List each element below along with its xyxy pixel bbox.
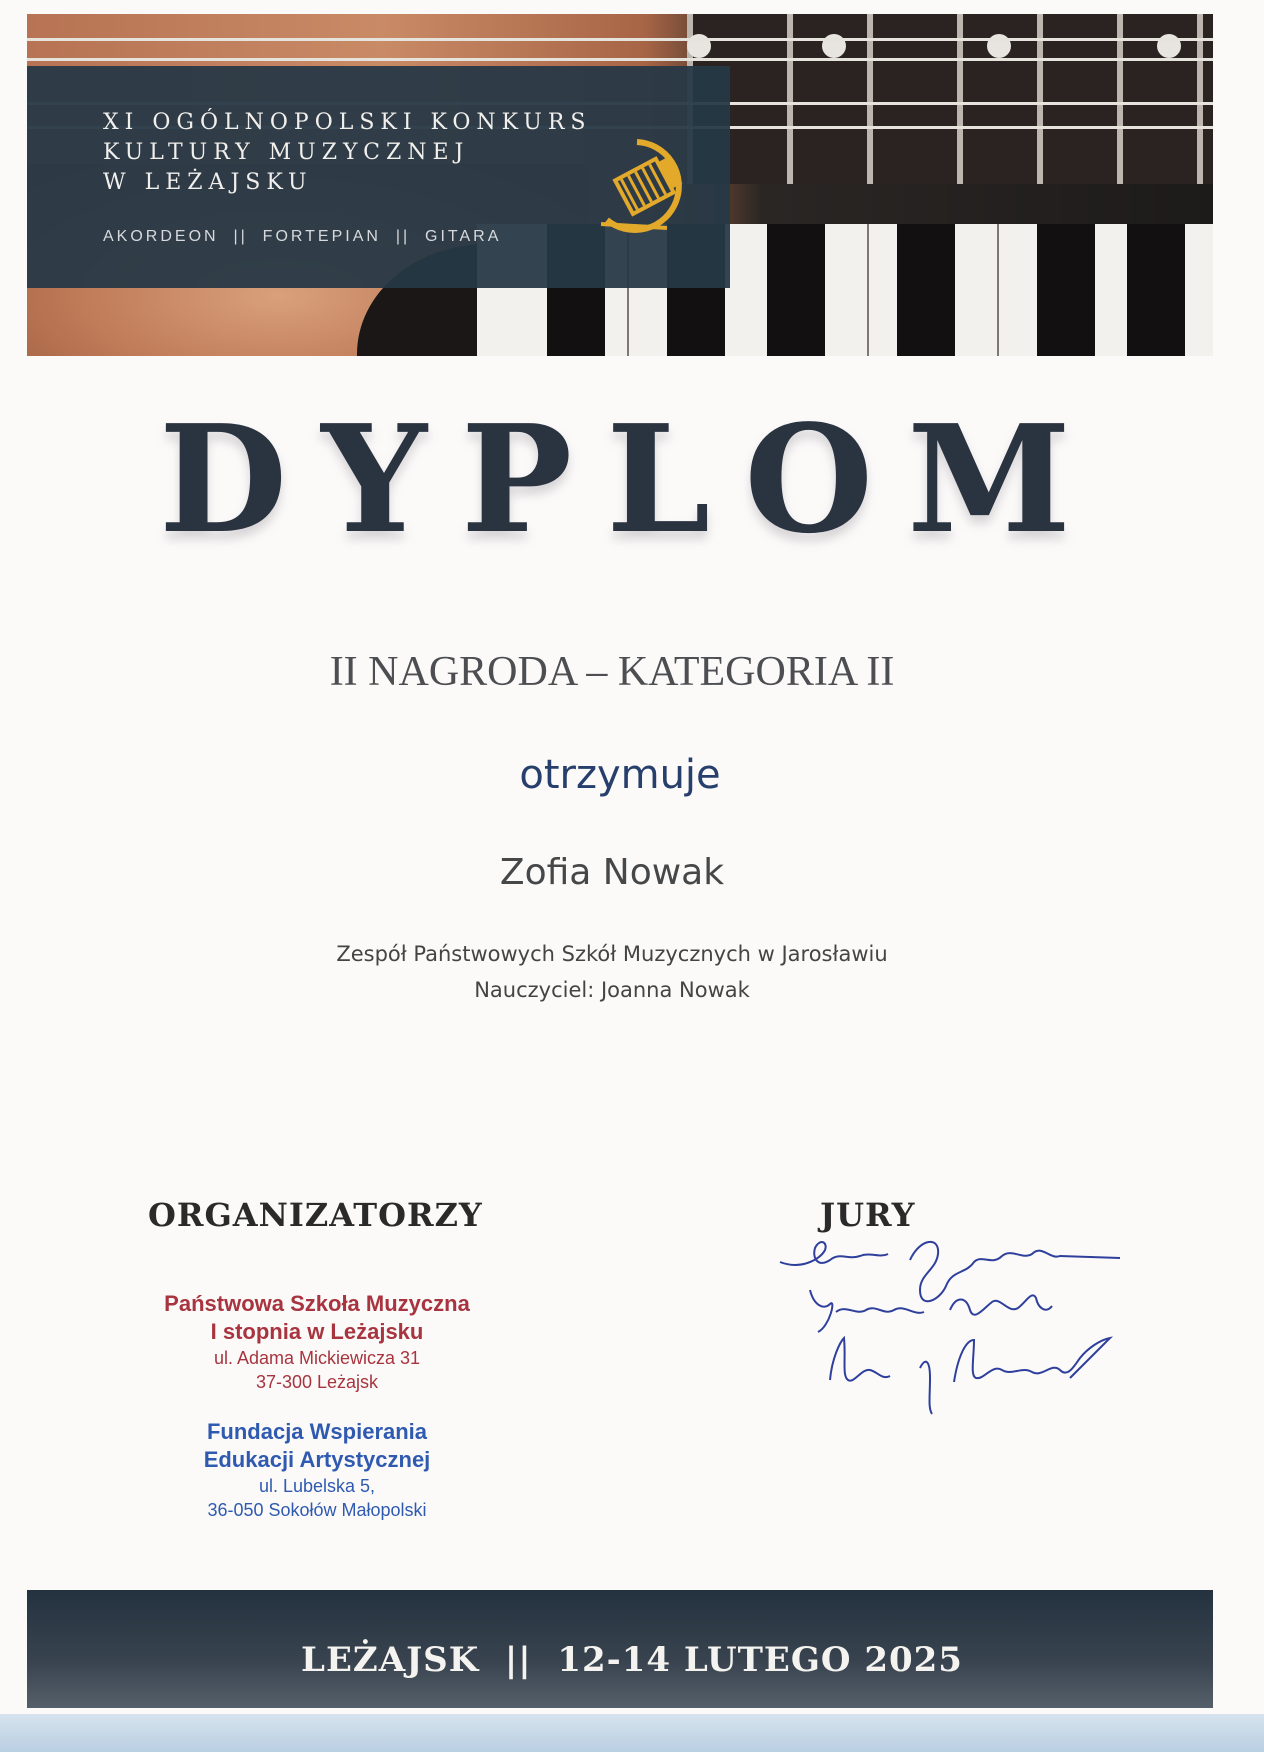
contest-title-line-3: W LEŻAJSKU (103, 170, 313, 195)
footer-place-date: LEŻAJSK || 12-14 LUTEGO 2025 (301, 1640, 963, 1680)
contest-title-line-1: XI OGÓLNOPOLSKI KONKURS (103, 110, 592, 135)
accordion-logo-icon (597, 128, 707, 238)
contest-title-panel (27, 66, 730, 288)
contest-title-line-2: KULTURY MUZYCZNEJ (103, 140, 470, 165)
organizer-name-line: Fundacja Wspierania (206, 1419, 428, 1444)
organizer-name-line: Państwowa Szkoła Muzyczna (164, 1291, 470, 1316)
organizer-address-line: ul. Lubelska 5, (258, 1476, 376, 1496)
jury-heading: JURY (820, 1196, 916, 1234)
award-title: II NAGRODA – KATEGORIA II (329, 649, 895, 695)
scan-edge-strip (0, 1714, 1264, 1752)
jury-signature-3 (830, 1338, 1110, 1414)
organizer-name-line: I stopnia w Leżajsku (210, 1319, 424, 1344)
organizer-address-line: 37-300 Leżajsk (255, 1372, 379, 1392)
organizers-heading: ORGANIZATORZY (148, 1196, 483, 1234)
organizer-school (117, 1290, 517, 1394)
organizer-name-line: Edukacji Artystycznej (203, 1447, 431, 1472)
diploma-heading: DYPLOM (158, 392, 1106, 566)
header-banner (27, 14, 1213, 356)
organizer-address-line: ul. Adama Mickiewicza 31 (213, 1348, 421, 1368)
jury-signature-1 (780, 1242, 1120, 1301)
contest-instruments: AKORDEON || FORTEPIAN || GITARA (103, 228, 502, 245)
teacher-name: Nauczyciel: Joanna Nowak (474, 978, 750, 1002)
receives-label: otrzymuje (519, 752, 721, 798)
school-name: Zespół Państwowych Szkół Muzycznych w Jarosławiu (336, 942, 888, 966)
organizer-address-line: 36-050 Sokołów Małopolski (207, 1500, 427, 1520)
organizer-foundation (117, 1418, 517, 1522)
jury-signatures (770, 1230, 1150, 1430)
jury-signature-2 (810, 1290, 1052, 1332)
recipient-name: Zofia Nowak (499, 852, 725, 893)
